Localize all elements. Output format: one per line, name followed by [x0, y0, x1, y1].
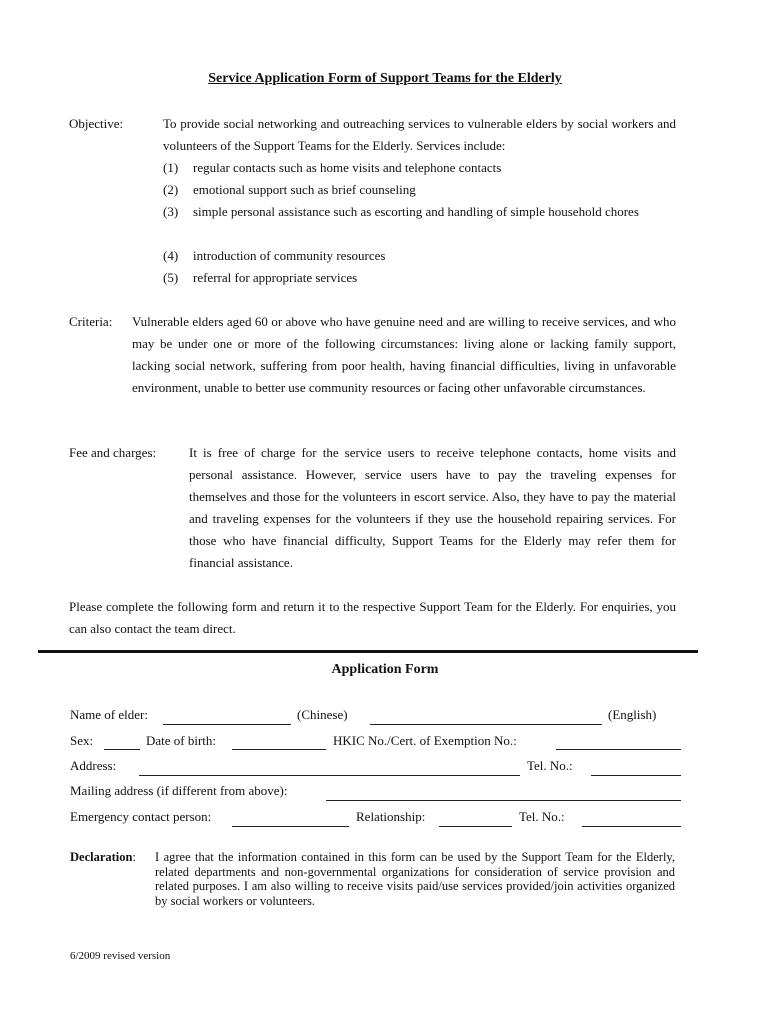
address-field[interactable] — [139, 775, 520, 776]
declaration-label: Declaration — [70, 850, 133, 864]
criteria-text: Vulnerable elders aged 60 or above who have genuine need and are willing to receive services, and who may be under one or more of the following circumstances: living alone or lacking family support, lacking social network, suffering from poor health, having financial difficulties, living in unfavorable environment, unable to better use community resources or facing other unfavorable circumstances. — [132, 314, 676, 395]
service-item — [163, 201, 676, 245]
emergency-tel-field[interactable] — [582, 826, 681, 827]
date-of-birth-field[interactable] — [232, 749, 326, 750]
service-item-number: (1) — [163, 160, 179, 175]
service-item-text: introduction of community resources — [193, 248, 386, 263]
relationship-label: Relationship: — [356, 809, 426, 824]
tel-field[interactable] — [591, 775, 681, 776]
service-item — [163, 157, 676, 179]
objective-label: Objective: — [69, 116, 124, 131]
objective-intro: To provide social networking and outreaching services to vulnerable elders by social workers and volunteers of the Support Teams for the Elderly. Services include: — [163, 116, 676, 153]
name-of-elder-label: Name of elder: — [70, 707, 148, 722]
address-label: Address: — [70, 758, 117, 773]
sex-field[interactable] — [104, 749, 140, 750]
service-item-number: (3) — [163, 204, 179, 219]
chinese-label: (Chinese) — [297, 707, 348, 722]
fees-text: It is free of charge for the service users to receive telephone contacts, home visits and personal assistance. However, service users have to pay the traveling expenses for themselves and those for the volunteers in escort service. Also, they have to pay the material and traveling expenses for the volunteers if they use the household repairing services. For those who have financial difficulty, Support Teams for the Elderly may refer them for financial assistance. — [189, 445, 676, 570]
fees-label: Fee and charges: — [69, 445, 157, 460]
section-divider — [38, 650, 698, 653]
declaration-label-wrap — [70, 850, 136, 865]
criteria-label: Criteria: — [69, 314, 113, 329]
instructions-text: Please complete the following form and return it to the respective Support Team for the Elderly. For enquiries, you can also contact the team direct. — [69, 599, 676, 636]
mailing-address-label: Mailing address (if different from above): — [70, 783, 288, 798]
emergency-contact-field[interactable] — [232, 826, 349, 827]
declaration-text: I agree that the information contained in this form can be used by the Support Team for the Elderly, related departments and non-governmental organizations for consideration of service provision and related purposes. I am also willing to receive visits paid/use services provided/join activities organized by social workers or volunteers. — [155, 850, 675, 908]
tel-label: Tel. No.: — [527, 758, 573, 773]
service-item-text: simple personal assistance such as escorting and handling of simple household chores — [193, 204, 639, 219]
name-chinese-field[interactable] — [163, 724, 291, 725]
mailing-address-field[interactable] — [326, 800, 681, 801]
name-english-field[interactable] — [370, 724, 602, 725]
document-title: Service Application Form of Support Teams for the Elderly — [208, 71, 562, 86]
form-heading: Application Form — [331, 662, 439, 677]
service-item — [163, 267, 676, 289]
emergency-tel-label: Tel. No.: — [519, 809, 565, 824]
hkic-label: HKIC No./Cert. of Exemption No.: — [333, 733, 517, 748]
sex-label: Sex: — [70, 733, 94, 748]
service-item — [163, 245, 676, 267]
english-label: (English) — [608, 707, 657, 722]
emergency-contact-label: Emergency contact person: — [70, 809, 212, 824]
relationship-field[interactable] — [439, 826, 512, 827]
service-item-text: emotional support such as brief counseling — [193, 182, 416, 197]
revision-footer: 6/2009 revised version — [70, 950, 171, 962]
hkic-field[interactable] — [556, 749, 681, 750]
service-item-number: (2) — [163, 182, 179, 197]
date-of-birth-label: Date of birth: — [146, 733, 217, 748]
service-item — [163, 179, 676, 201]
service-item-text: referral for appropriate services — [193, 270, 358, 285]
service-item-number: (5) — [163, 270, 179, 285]
declaration-colon: : — [132, 850, 136, 864]
service-item-number: (4) — [163, 248, 179, 263]
service-item-text: regular contacts such as home visits and telephone contacts — [193, 160, 502, 175]
